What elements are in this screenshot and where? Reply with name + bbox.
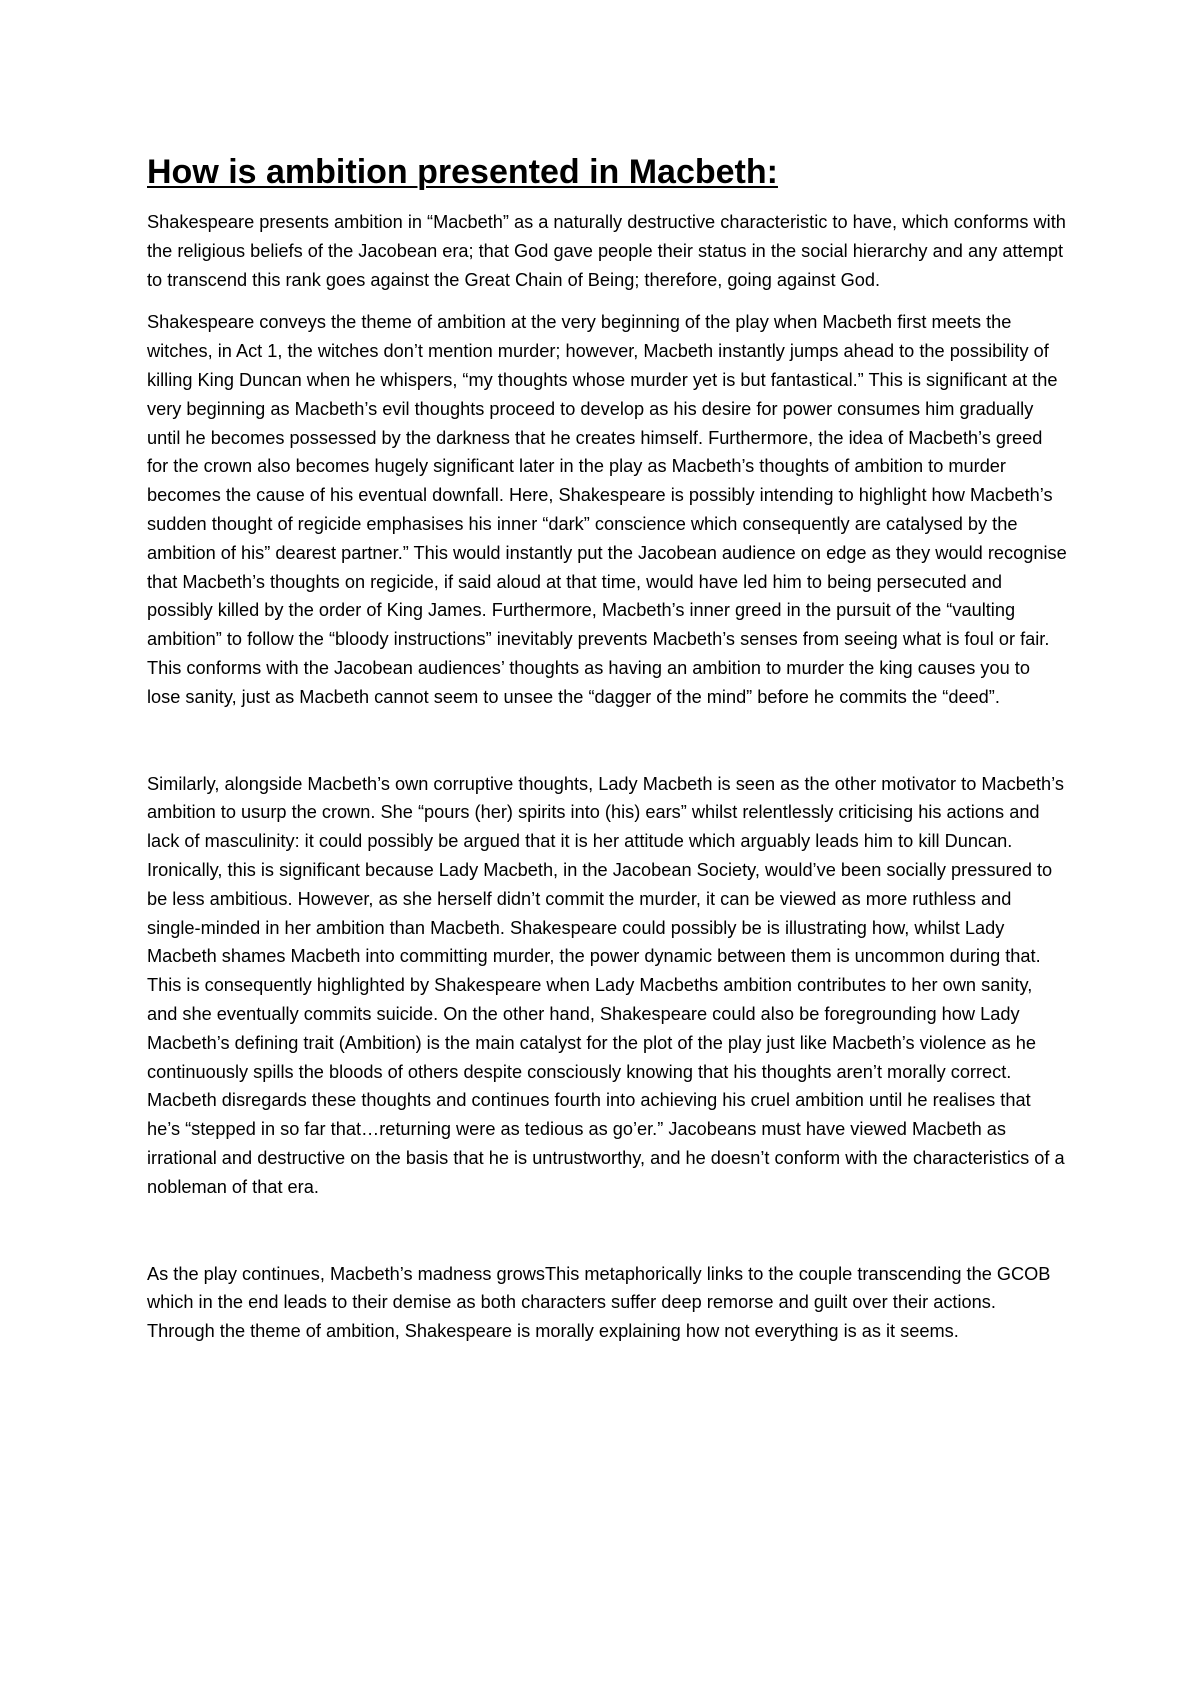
document-title: How is ambition presented in Macbeth: <box>147 153 778 191</box>
paragraph-introduction: Shakespeare presents ambition in “Macbeth” as a naturally destructive characteristic to have, which conforms with the religious beliefs of the Jacobean era; that God gave people their status in the social hierarchy and any attempt to transcend this rank goes against the Great Chain of Being; therefore, going against God. <box>147 212 1066 290</box>
paragraph-spacer <box>147 712 1067 770</box>
paragraph-witches: Shakespeare conveys the theme of ambition at the very beginning of the play when Macbeth first meets the witches, in Act 1, the witches don’t mention murder; however, Macbeth instantly jumps ahead to the possibility of killing King Duncan when he whispers, “my thoughts whose murder yet is but fantastical.” This is significant at the very beginning as Macbeth’s evil thoughts proceed to develop as his desire for power consumes him gradually until he becomes possessed by the darkness that he creates himself. Furthermore, the idea of Macbeth’s greed for the crown also becomes hugely significant later in the play as Macbeth’s thoughts of ambition to murder becomes the cause of his eventual downfall. Here, Shakespeare is possibly intending to highlight how Macbeth’s sudden thought of regicide emphasises his inner “dark” conscience which consequently are catalysed by the ambition of his” dearest partner.” This would instantly put the Jacobean audience on edge as they would recognise that Macbeth’s thoughts on regicide, if said aloud at that time, would have led him to being persecuted and possibly killed by the order of King James. Furthermore, Macbeth’s inner greed in the pursuit of the “vaulting ambition” to follow the “bloody instructions” inevitably prevents Macbeth’s senses from seeing what is foul or fair. This conforms with the Jacobean audiences’ thoughts as having an ambition to murder the king causes you to lose sanity, just as Macbeth cannot seem to unsee the “dagger of the mind” before he commits the “deed”. <box>147 312 1067 707</box>
paragraph-spacer <box>147 294 1067 308</box>
paragraph-lady-macbeth: Similarly, alongside Macbeth’s own corruptive thoughts, Lady Macbeth is seen as the other motivator to Macbeth’s ambition to usurp the crown. She “pours (her) spirits into (his) ears” whilst relentlessly criticising his actions and lack of masculinity: it could possibly be argued that it is her attitude which arguably leads him to kill Duncan. Ironically, this is significant because Lady Macbeth, in the Jacobean Society, would’ve been socially pressured to be less ambitious. However, as she herself didn’t commit the murder, it can be viewed as more ruthless and single-minded in her ambition than Macbeth. Shakespeare could possibly be is illustrating how, whilst Lady Macbeth shames Macbeth into committing murder, the power dynamic between them is uncommon during that. This is consequently highlighted by Shakespeare when Lady Macbeths ambition contributes to her own sanity, and she eventually commits suicide. On the other hand, Shakespeare could also be foregrounding how Lady Macbeth’s defining trait (Ambition) is the main catalyst for the plot of the play just like Macbeth’s violence as he continuously spills the bloods of others despite consciously knowing that his thoughts aren’t morally correct. Macbeth disregards these thoughts and continues fourth into achieving his cruel ambition until he realises that he’s “stepped in so far that…returning were as tedious as go’er.” Jacobeans must have viewed Macbeth as irrational and destructive on the basis that he is untrustworthy, and he doesn’t conform with the characteristics of a nobleman of that era. <box>147 773 1065 1197</box>
document-body <box>147 150 1067 1346</box>
paragraph-spacer <box>147 1202 1067 1260</box>
paragraph-conclusion: As the play continues, Macbeth’s madness growsThis metaphorically links to the couple transcending the GCOB which in the end leads to their demise as both characters suffer deep remorse and guilt over their actions. Through the theme of ambition, Shakespeare is morally explaining how not everything is as it seems. <box>147 1263 1051 1342</box>
